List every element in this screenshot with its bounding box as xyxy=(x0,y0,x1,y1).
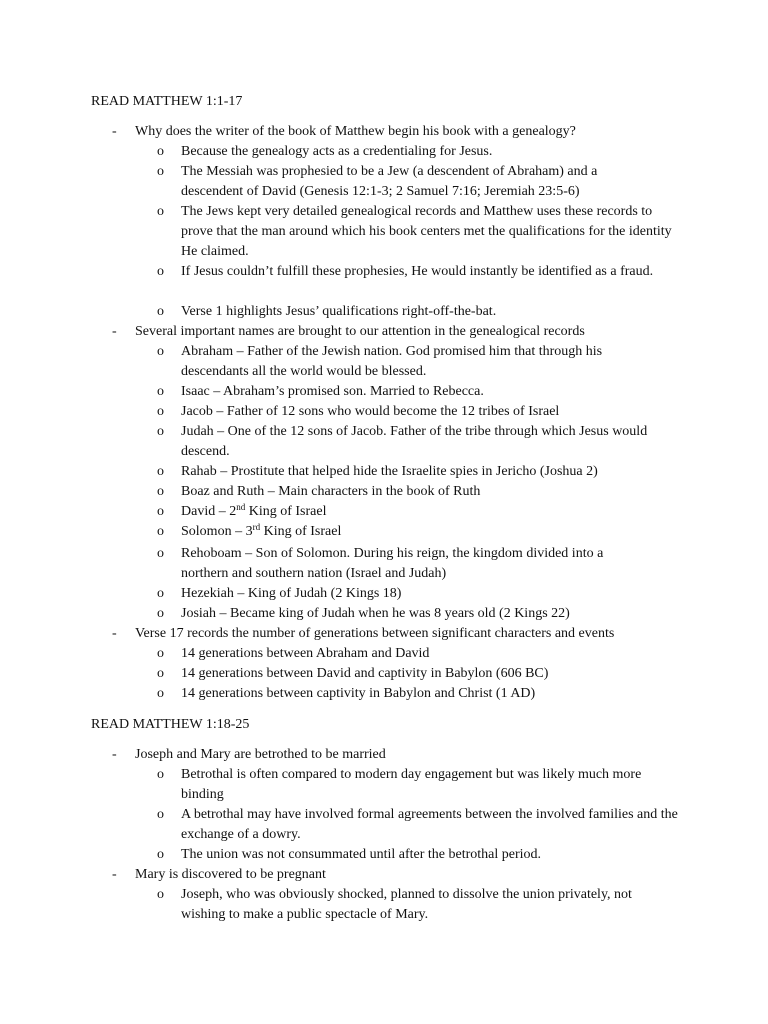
dash-bullet: - xyxy=(112,124,117,139)
sub-list-item-text: Betrothal is often compared to modern day engagement but was likely much more binding xyxy=(181,767,642,802)
sub-list-item-text: Joseph, who was obviously shocked, planned to dissolve the union privately, not wishing to make a public spectacle of Mary. xyxy=(181,887,632,922)
list-item-text: Joseph and Mary are betrothed to be married xyxy=(135,747,386,762)
list-item-text: Verse 17 records the number of generations between significant characters and events xyxy=(135,626,615,641)
circle-bullet: o xyxy=(157,887,164,902)
sub-list-item-text: Josiah – Became king of Judah when he was 8 years old (2 Kings 22) xyxy=(181,606,570,621)
circle-bullet: o xyxy=(157,807,164,822)
sub-list-item-text: A betrothal may have involved formal agreements between the involved families and the exchange of a dowry. xyxy=(181,807,678,842)
sub-list-item-text: The Jews kept very detailed genealogical records and Matthew uses these records to prove that the man around which his book centers met the qualifications for the identity He claimed. xyxy=(181,204,672,259)
circle-bullet: o xyxy=(157,666,164,681)
sub-list-item-text: The Messiah was prophesied to be a Jew (a descendent of Abraham) and a descendent of David (Genesis 12:1-3; 2 Samuel 7:16; Jeremiah 23:5-6) xyxy=(181,164,598,199)
sub-list-item-text: The union was not consummated until after the betrothal period. xyxy=(181,847,542,862)
sub-list-item-text: Abraham – Father of the Jewish nation. God promised him that through his descendants all the world would be blessed. xyxy=(181,344,603,379)
sub-list-item-text: Solomon – 3rd King of Israel xyxy=(181,522,342,539)
list-item-text: Several important names are brought to our attention in the genealogical records xyxy=(135,324,585,339)
circle-bullet: o xyxy=(157,646,164,661)
sub-list-item-text: Hezekiah – King of Judah (2 Kings 18) xyxy=(181,586,402,601)
circle-bullet: o xyxy=(157,144,164,159)
sub-list-item-text: Because the genealogy acts as a credentialing for Jesus. xyxy=(181,144,493,159)
sub-list-item-text: Boaz and Ruth – Main characters in the book of Ruth xyxy=(181,484,481,499)
circle-bullet: o xyxy=(157,384,164,399)
dash-bullet: - xyxy=(112,626,117,641)
sub-list-item-text: If Jesus couldn’t fulfill these prophesies, He would instantly be identified as a fraud. xyxy=(181,264,654,279)
dash-bullet: - xyxy=(112,324,117,339)
sub-list-item-text: Jacob – Father of 12 sons who would become the 12 tribes of Israel xyxy=(181,404,560,419)
circle-bullet: o xyxy=(157,304,164,319)
circle-bullet: o xyxy=(157,404,164,419)
circle-bullet: o xyxy=(157,484,164,499)
sub-list-item-text: Verse 1 highlights Jesus’ qualifications right-off-the-bat. xyxy=(181,304,497,319)
dash-bullet: - xyxy=(112,867,117,882)
circle-bullet: o xyxy=(157,546,164,561)
list-item-text: Why does the writer of the book of Matthew begin his book with a genealogy? xyxy=(135,124,576,139)
section-heading: READ MATTHEW 1:18-25 xyxy=(91,717,250,732)
sub-list-item-text: 14 generations between captivity in Babylon and Christ (1 AD) xyxy=(181,686,536,701)
circle-bullet: o xyxy=(157,524,164,539)
section-heading: READ MATTHEW 1:1-17 xyxy=(91,94,243,109)
circle-bullet: o xyxy=(157,464,164,479)
circle-bullet: o xyxy=(157,847,164,862)
circle-bullet: o xyxy=(157,606,164,621)
sub-list-item-text: Rehoboam – Son of Solomon. During his reign, the kingdom divided into a northern and southern nation (Israel and Judah) xyxy=(181,546,604,581)
circle-bullet: o xyxy=(157,344,164,359)
circle-bullet: o xyxy=(157,504,164,519)
sub-list-item-text: 14 generations between Abraham and David xyxy=(181,646,430,661)
circle-bullet: o xyxy=(157,767,164,782)
list-item-text: Mary is discovered to be pregnant xyxy=(135,867,326,882)
circle-bullet: o xyxy=(157,686,164,701)
sub-list-item-text: 14 generations between David and captivity in Babylon (606 BC) xyxy=(181,666,549,681)
sub-list-item-text: Isaac – Abraham’s promised son. Married to Rebecca. xyxy=(181,384,484,399)
circle-bullet: o xyxy=(157,264,164,279)
sub-list-item-text: Rahab – Prostitute that helped hide the Israelite spies in Jericho (Joshua 2) xyxy=(181,464,598,479)
circle-bullet: o xyxy=(157,204,164,219)
circle-bullet: o xyxy=(157,164,164,179)
circle-bullet: o xyxy=(157,424,164,439)
sub-list-item-text: Judah – One of the 12 sons of Jacob. Father of the tribe through which Jesus would descend. xyxy=(181,424,648,459)
circle-bullet: o xyxy=(157,586,164,601)
sub-list-item-text: David – 2nd King of Israel xyxy=(181,502,327,519)
dash-bullet: - xyxy=(112,747,117,762)
